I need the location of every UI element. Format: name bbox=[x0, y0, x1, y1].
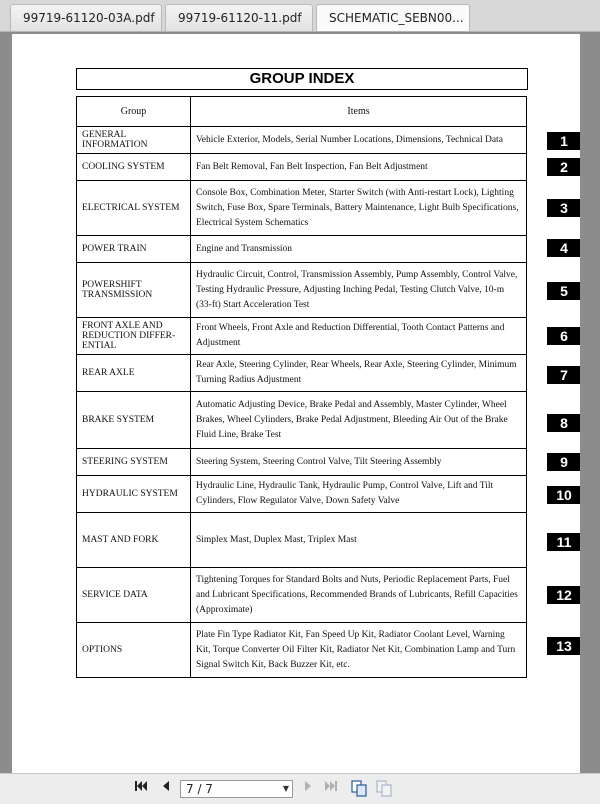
section-tab-13: 13 bbox=[547, 637, 580, 655]
table-row bbox=[77, 318, 527, 355]
items-cell: Tightening Torques for Standard Bolts and Nuts, Periodic Replacement Parts, Fuel and Lubricant Specifications, Recommended Brands of Lubricants, Refill Capacities (Approximate) bbox=[191, 568, 527, 623]
group-cell: ELECTRICAL SYSTEM bbox=[77, 181, 191, 236]
column-header-items: Items bbox=[191, 97, 527, 127]
table-row bbox=[77, 513, 527, 568]
group-cell: SERVICE DATA bbox=[77, 568, 191, 623]
group-cell: OPTIONS bbox=[77, 623, 191, 678]
items-cell: Hydraulic Circuit, Control, Transmission Assembly, Pump Assembly, Control Valve, Testing Hydraulic Pressure, Adjusting Inching Pedal, Testing Clutch Valve, 10-m (33-ft) Start Acceleration Test bbox=[191, 263, 527, 318]
tab-schematic-sebn[interactable]: SCHEMATIC_SEBN00... bbox=[316, 4, 470, 31]
table-row bbox=[77, 568, 527, 623]
navigation-toolbar bbox=[0, 773, 600, 804]
table-row bbox=[77, 236, 527, 263]
table-row bbox=[77, 127, 527, 154]
items-cell: Steering System, Steering Control Valve, Tilt Steering Assembly bbox=[191, 449, 527, 476]
section-tab-5: 5 bbox=[547, 282, 580, 300]
section-tab-4: 4 bbox=[547, 239, 580, 257]
document-title: GROUP INDEX bbox=[76, 68, 528, 90]
section-tab-1: 1 bbox=[547, 132, 580, 150]
pdf-page bbox=[12, 34, 580, 773]
table-row bbox=[77, 263, 527, 318]
group-cell: HYDRAULIC SYSTEM bbox=[77, 476, 191, 513]
items-cell: Rear Axle, Steering Cylinder, Rear Wheels, Rear Axle, Steering Cylinder, Minimum Turning Radius Adjustment bbox=[191, 355, 527, 392]
group-cell: POWERSHIFT TRANSMISSION bbox=[77, 263, 191, 318]
section-tab-8: 8 bbox=[547, 414, 580, 432]
section-tab-7: 7 bbox=[547, 366, 580, 384]
first-page-icon[interactable] bbox=[132, 779, 150, 799]
group-cell: STEERING SYSTEM bbox=[77, 449, 191, 476]
group-cell: REAR AXLE bbox=[77, 355, 191, 392]
page-indicator: 7 / 7 bbox=[186, 782, 213, 796]
section-tab-6: 6 bbox=[547, 327, 580, 345]
paste-icon[interactable] bbox=[374, 779, 394, 799]
section-tab-10: 10 bbox=[547, 486, 580, 504]
group-index-table bbox=[76, 96, 527, 678]
table-row bbox=[77, 476, 527, 513]
section-tab-9: 9 bbox=[547, 453, 580, 471]
group-cell: BRAKE SYSTEM bbox=[77, 392, 191, 449]
items-cell: Plate Fin Type Radiator Kit, Fan Speed Up Kit, Radiator Coolant Level, Warning Kit, Torque Converter Oil Filter Kit, Radiator Net Kit, Combination Lamp and Turn Signal Switch Kit, Back Buzzer Kit, etc. bbox=[191, 623, 527, 678]
dropdown-arrow-icon: ▼ bbox=[282, 784, 289, 793]
group-cell: MAST AND FORK bbox=[77, 513, 191, 568]
table-header-row bbox=[77, 97, 527, 127]
next-page-icon[interactable] bbox=[300, 779, 316, 799]
tab-99719-61120-03A[interactable]: 99719-61120-03A.pdf bbox=[10, 4, 162, 31]
prev-page-icon[interactable] bbox=[158, 779, 174, 799]
section-tab-2: 2 bbox=[547, 158, 580, 176]
table-row bbox=[77, 623, 527, 678]
table-row bbox=[77, 154, 527, 181]
group-cell: FRONT AXLE AND REDUCTION DIFFER-ENTIAL bbox=[77, 318, 191, 355]
tab-bar bbox=[0, 0, 600, 32]
pdf-viewer[interactable] bbox=[0, 32, 600, 773]
column-header-group: Group bbox=[77, 97, 191, 127]
section-tab-11: 11 bbox=[547, 533, 580, 551]
items-cell: Vehicle Exterior, Models, Serial Number Locations, Dimensions, Technical Data bbox=[191, 127, 527, 154]
items-cell: Front Wheels, Front Axle and Reduction Differential, Tooth Contact Patterns and Adjustment bbox=[191, 318, 527, 355]
group-cell: GENERAL INFORMATION bbox=[77, 127, 191, 154]
items-cell: Simplex Mast, Duplex Mast, Triplex Mast bbox=[191, 513, 527, 568]
table-row bbox=[77, 355, 527, 392]
table-row bbox=[77, 392, 527, 449]
tab-99719-61120-11[interactable]: 99719-61120-11.pdf bbox=[165, 4, 313, 31]
section-tab-3: 3 bbox=[547, 199, 580, 217]
items-cell: Fan Belt Removal, Fan Belt Inspection, Fan Belt Adjustment bbox=[191, 154, 527, 181]
items-cell: Hydraulic Line, Hydraulic Tank, Hydraulic Pump, Control Valve, Lift and Tilt Cylinders, Flow Regulator Valve, Down Safety Valve bbox=[191, 476, 527, 513]
items-cell: Automatic Adjusting Device, Brake Pedal and Assembly, Master Cylinder, Wheel Brakes, Wheel Cylinders, Brake Pedal Adjustment, Bleeding Air Out of the Brake Fluid Line, Brake Test bbox=[191, 392, 527, 449]
items-cell: Console Box, Combination Meter, Starter Switch (with Anti-restart Lock), Lighting Switch, Fuse Box, Spare Terminals, Battery Maintenance, Light Bulb Specifications, Electrical System Schematics bbox=[191, 181, 527, 236]
table-row bbox=[77, 181, 527, 236]
copy-icon[interactable] bbox=[349, 779, 369, 799]
group-cell: COOLING SYSTEM bbox=[77, 154, 191, 181]
items-cell: Engine and Transmission bbox=[191, 236, 527, 263]
table-row bbox=[77, 449, 527, 476]
section-tab-12: 12 bbox=[547, 586, 580, 604]
page-number-select[interactable] bbox=[180, 780, 293, 798]
last-page-icon[interactable] bbox=[322, 779, 340, 799]
group-cell: POWER TRAIN bbox=[77, 236, 191, 263]
